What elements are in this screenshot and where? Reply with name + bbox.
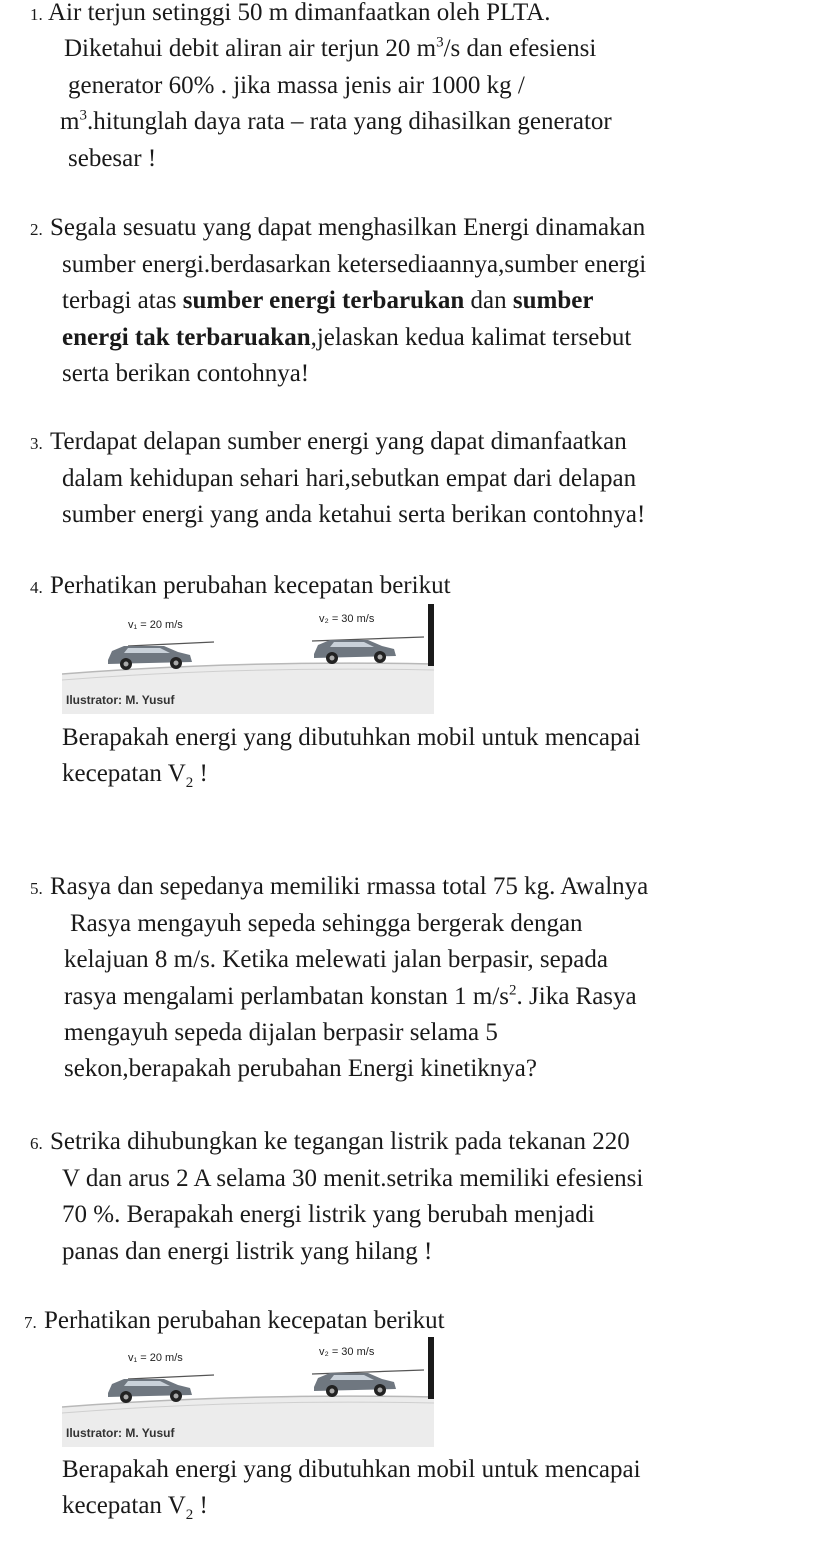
car-velocity-illustration xyxy=(62,1337,434,1447)
question-text-line: kelajuan 8 m/s. Ketika melewati jalan berpasir, sepada xyxy=(64,946,608,973)
question-text-line: sekon,berapakah perubahan Energi kinetiknya? xyxy=(64,1055,537,1082)
question-text-line: Diketahui debit aliran air terjun 20 $m^3/s$ dan efesiensi xyxy=(64,34,597,62)
v1-label: v₁ = 20 m/s xyxy=(128,619,183,631)
question-number: 4. xyxy=(30,578,43,597)
question-number: 7. xyxy=(24,1313,37,1332)
v2-label: v₂ = 30 m/s xyxy=(319,613,375,625)
illustrator-credit: Ilustrator: M. Yusuf xyxy=(66,1426,175,1440)
question-text-line: kecepatan $V_2$ ! xyxy=(62,760,208,791)
question-text-line: sebesar ! xyxy=(68,145,157,172)
question-text-line: sumber energi yang anda ketahui serta berikan contohnya! xyxy=(62,501,646,528)
question-number: 2. xyxy=(30,220,43,239)
question-text-line: Air terjun setinggi 50 m dimanfaatkan oleh PLTA. xyxy=(48,0,551,26)
question-number: 5. xyxy=(30,879,43,898)
question-text-line: Rasya dan sepedanya memiliki rmassa total 75 kg. Awalnya xyxy=(50,873,649,900)
question-text-line: 70 %. Berapakah energi listrik yang berubah menjadi xyxy=(62,1201,595,1228)
question-text-line: energi tak terbaruakan,jelaskan kedua kalimat tersebut xyxy=(62,324,632,351)
question-text-line: terbagi atas sumber energi terbarukan dan sumber xyxy=(62,287,594,314)
v1-label: v₁ = 20 m/s xyxy=(128,1352,183,1364)
v2-label: v₂ = 30 m/s xyxy=(319,1346,375,1358)
question-text-line: Perhatikan perubahan kecepatan berikut xyxy=(44,1307,445,1334)
question-text-line: Setrika dihubungkan ke tegangan listrik pada tekanan 220 xyxy=(50,1128,630,1155)
question-text-line: Perhatikan perubahan kecepatan berikut xyxy=(50,572,451,599)
car-illustration-svg xyxy=(62,604,434,714)
question-text-line: Terdapat delapan sumber energi yang dapat dimanfaatkan xyxy=(50,428,627,455)
question-text-line: $m^3.hitunglah$ daya rata – rata yang dihasilkan generator xyxy=(60,107,612,135)
question-number: 1. xyxy=(30,5,43,24)
question-text-line: serta berikan contohnya! xyxy=(62,360,310,387)
question-text-line: panas dan energi listrik yang hilang ! xyxy=(62,1238,433,1265)
question-text-line: Segala sesuatu yang dapat menghasilkan Energi dinamakan xyxy=(50,214,646,241)
question-text-line: kecepatan $V_2$ ! xyxy=(62,1492,208,1523)
question-text-line: dalam kehidupan sehari hari,sebutkan empat dari delapan xyxy=(62,465,637,492)
question-text-line: rasya mengalami perlambatan konstan 1 $m/s^2$. Jika Rasya xyxy=(64,982,637,1010)
question-text-line: mengayuh sepeda dijalan berpasir selama 5 xyxy=(64,1019,498,1046)
question-text-line: Berapakah energi yang dibutuhkan mobil untuk mencapai xyxy=(62,724,641,751)
question-number: 3. xyxy=(30,434,43,453)
question-text-line: V dan arus 2 A selama 30 menit.setrika memiliki efesiensi xyxy=(62,1165,644,1192)
question-text-line: sumber energi.berdasarkan ketersediaannya,sumber energi xyxy=(62,251,647,278)
question-text-line: generator 60% . jika massa jenis air 1000 kg / xyxy=(68,72,525,99)
question-text-line: Berapakah energi yang dibutuhkan mobil untuk mencapai xyxy=(62,1456,641,1483)
question-text-line: Rasya mengayuh sepeda sehingga bergerak dengan xyxy=(70,910,583,937)
question-number: 6. xyxy=(30,1134,43,1153)
car-illustration-svg xyxy=(62,1337,434,1447)
illustrator-credit: Ilustrator: M. Yusuf xyxy=(66,693,175,707)
car-velocity-illustration xyxy=(62,604,434,714)
